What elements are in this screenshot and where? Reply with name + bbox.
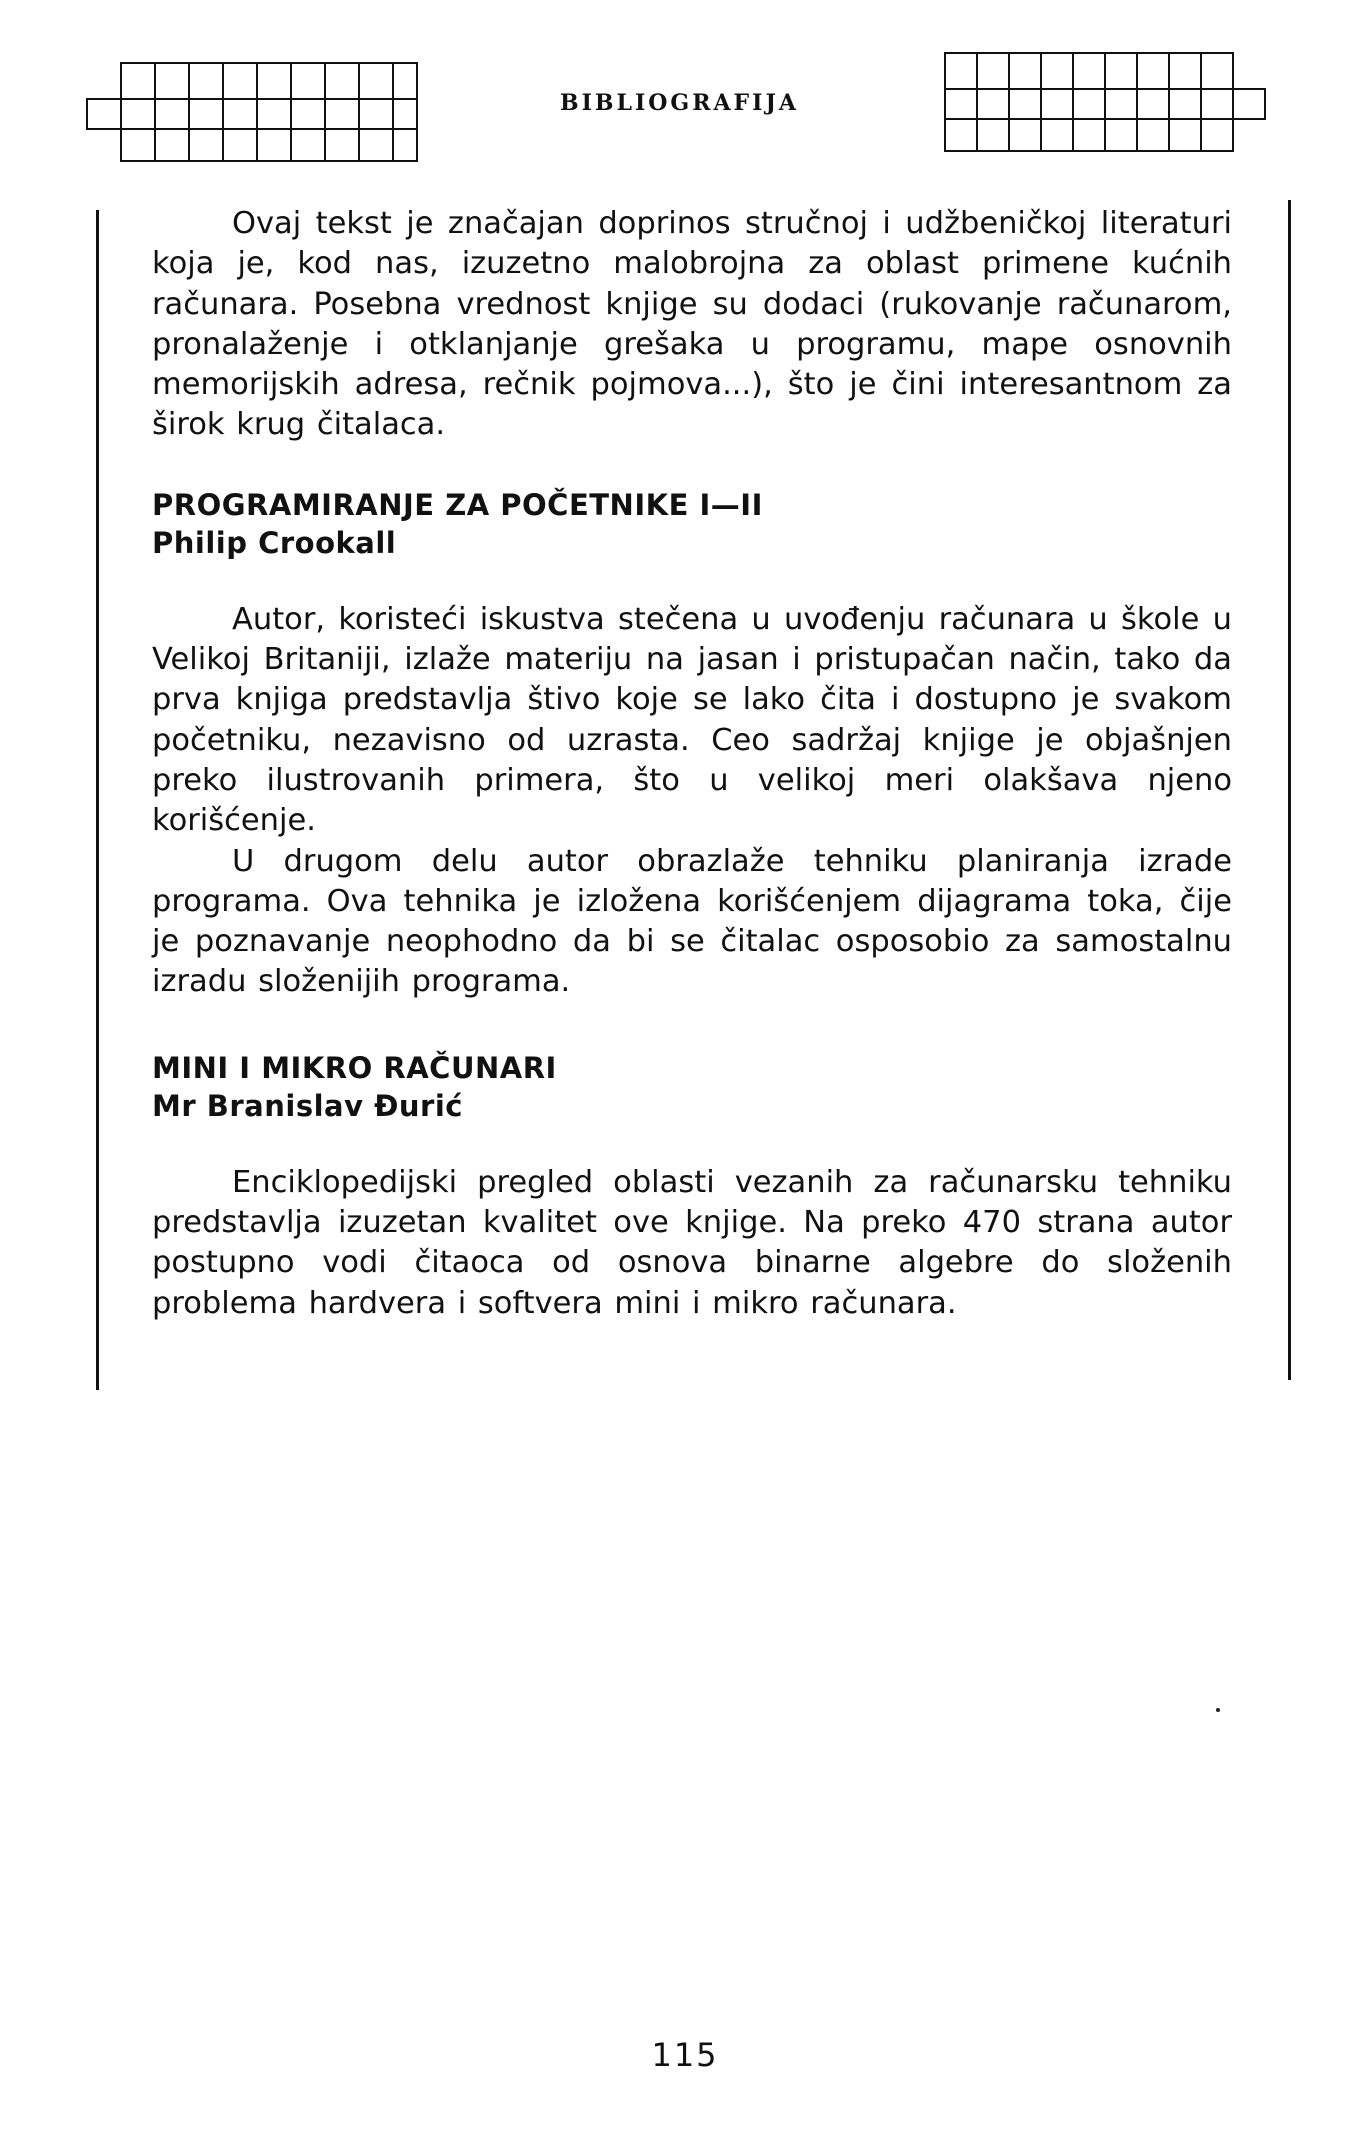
book-author: Philip Crookall xyxy=(152,525,397,560)
article-body xyxy=(152,204,1232,1324)
book-description-paragraph: Autor, koristeći iskustva stečena u uvođenju računara u škole u Velikoj Britaniji, izlaže materiju na jasan i pristupačan način, tako da prva knjiga predstavlja štivo koje se lako čita i dostupno je svakom početniku, nezavisno od uzrasta. Ceo sadržaj knjige je objašnjen preko ilustrovanih primera, što u velikoj meri olakšava njeno korišćenje. xyxy=(152,601,1232,839)
book-title: MINI I MIKRO RAČUNARI xyxy=(152,1050,557,1085)
header-grid-right xyxy=(940,0,1370,170)
book-author: Mr Branislav Đurić xyxy=(152,1088,463,1123)
section-header-title: BIBLIOGRAFIJA xyxy=(560,90,799,116)
book-title: PROGRAMIRANJE ZA POČETNIKE I—II xyxy=(152,487,763,522)
right-margin-rule xyxy=(1288,200,1291,1380)
book-description-paragraph: U drugom delu autor obrazlaže tehniku planiranja izrade programa. Ova tehnika je izložena korišćenjem dijagrama toka, čije je poznavanje neophodno da bi se čitalac osposobio za samostalnu izradu složenijih programa. xyxy=(152,843,1232,1000)
book-entry xyxy=(152,1049,1232,1324)
intro-paragraph: Ovaj tekst je značajan doprinos stručnoj i udžbeničkoj literaturi koja je, kod nas, izuzetno malobrojna za oblast primene kućnih računara. Posebna vrednost knjige su dodaci (rukovanje računarom, pronalaženje i otklanjanje grešaka u programu, mape osnovnih memorijskih adresa, rečnik pojmova...), što je čini interesantnom za širok krug čitalaca. xyxy=(152,206,1232,443)
left-margin-rule xyxy=(96,210,99,1390)
print-speck xyxy=(1216,1708,1220,1712)
book-description-paragraph: Enciklopedijski pregled oblasti vezanih za računarsku tehniku predstavlja izuzetan kvalitet ove knjige. Na preko 470 strana autor postupno vodi čitaoca od osnova binarne algebre do složenih problema hardvera i softvera mini i mikro računara. xyxy=(152,1164,1232,1321)
header-grid-left xyxy=(0,0,430,170)
book-entry xyxy=(152,486,1232,1003)
page-number: 115 xyxy=(651,2036,719,2074)
